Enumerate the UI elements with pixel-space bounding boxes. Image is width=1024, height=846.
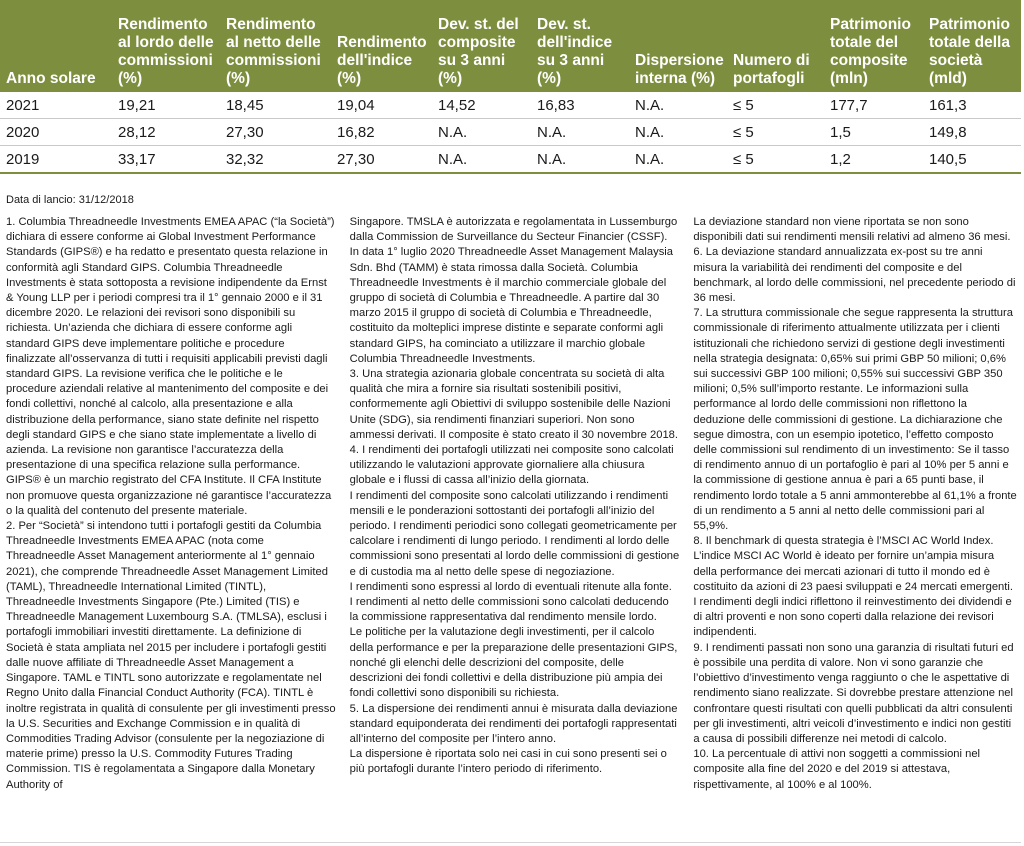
table-cell: 19,21 [112, 92, 220, 119]
header-rendimento-indice: Rendimento dell'indice (%) [331, 0, 432, 92]
table-cell: ≤ 5 [727, 146, 824, 174]
table-cell: 19,04 [331, 92, 432, 119]
table-cell: 18,45 [220, 92, 331, 119]
table-cell: 28,12 [112, 119, 220, 146]
note-paragraph: I rendimenti degli indici riflettono il reinvestimento dei dividendi e di altri proventi e non sono coperti dalla relazione dei revisori indipendenti. [693, 596, 1012, 639]
note-paragraph: 10. La percentuale di attivi non soggetti a commissioni nel composite alla fine del 2020 e del 2019 si attestava, rispettivamente, al 100% e al 100%. [693, 748, 981, 791]
table-cell: ≤ 5 [727, 92, 824, 119]
note-paragraph: 4. I rendimenti dei portafogli utilizzati nei composite sono calcolati utilizzando le valutazioni approvate giornaliere alla chiusura globale e i flussi di cassa all’inizio della giornata. [349, 444, 674, 487]
header-anno-solare: Anno solare [0, 0, 112, 92]
table-row [0, 119, 1021, 146]
table-cell: 2019 [0, 146, 112, 174]
table-cell: 16,82 [331, 119, 432, 146]
table-cell: 149,8 [923, 119, 1021, 146]
table-cell: N.A. [531, 146, 629, 174]
note-paragraph: La dispersione è riportata solo nei casi in cui sono presenti sei o più portafogli durante l’intero periodo di riferimento. [349, 748, 667, 776]
note-paragraph: Le politiche per la valutazione degli investimenti, per il calcolo della performance e per la preparazione delle presentazioni GIPS, nonché gli elenchi delle descrizioni del composite, delle descrizioni dei fondi collettivi e della distribuzione più ampia dei fondi collettivi sono disponibili su richiesta. [349, 626, 678, 700]
launch-date: Data di lancio: 31/12/2018 [6, 194, 134, 206]
note-paragraph: Singapore. TMSLA è autorizzata e regolamentata in Lussemburgo dalla Commission de Surveillance du Secteur Financier (CSSF). In data 1° luglio 2020 Threadneedle Asset Management Malaysia Sdn. Bhd (TAMM) è stata rimossa dalla Società. Columbia Threadneedle Investments è il marchio commerciale globale del gruppo di società di Columbia e Threadneedle. A partire dal 30 marzo 2015 il gruppo di società di Columbia e Threadneedle, costituito da molteplici imprese distinte e separate conformi agli standard GIPS, ha cominciato a utilizzare il marchio globale Columbia Threadneedle Investments. [349, 216, 678, 365]
table-cell: 140,5 [923, 146, 1021, 174]
page-bottom-divider [0, 842, 1021, 843]
table-cell: N.A. [629, 146, 727, 174]
note-paragraph: I rendimenti al netto delle commissioni sono calcolati deducendo la commissione rappresentativa dal rendimento mensile lordo. [349, 596, 669, 624]
performance-table [0, 0, 1021, 174]
table-cell: 2021 [0, 92, 112, 119]
table-cell: N.A. [432, 119, 531, 146]
table-header-row [0, 0, 1021, 92]
table-cell: N.A. [629, 92, 727, 119]
header-dispersione: Dispersione interna (%) [629, 0, 727, 92]
note-paragraph: I rendimenti del composite sono calcolati utilizzando i rendimenti mensili e le ponderazioni sottostanti dei portafogli all’inizio del periodo. I rendimenti periodici sono collegati geometricamente per calcolare i rendimenti di lungo periodo. I rendimenti al lordo delle commissioni sono presentati al lordo delle commissioni di gestione e di custodia ma al netto delle spese di negoziazione. [349, 489, 680, 578]
note-paragraph: 2. Per “Società” si intendono tutti i portafogli gestiti da Columbia Threadneedle Investments EMEA APAC (nota come Threadneedle Asset Management anteriormente al 1° gennaio 2021), che comprende Threadneedle Asset Management Limited (TAML), Threadneedle International Limited (TINTL), Threadneedle Investments Singapore (Pte.) Limited (TIS) e Threadneedle Management Luxembourg S.A. (TMLSA), esclusi i portafogli immobiliari investiti direttamente. La definizione di Società è stata ampliata nel 2015 per includere i portafogli gestiti dalle nuove affiliate di Threadneedle Asset Management a Singapore. TAML e TINTL sono autorizzate e regolamentate nel Regno Unito dalla Financial Conduct Authority (FCA). TINTL è inoltre registrata in qualità di consulente per gli investimenti presso la U.S. Securities and Exchange Commission e in qualità di Commodities Trading Advisor (consulente per la negoziazione di materie prime) presso la U.S. Commodity Futures Trading Commission. TIS è regolamentata a Singapore dalla Monetary Authority of [6, 520, 336, 791]
table-cell: 2020 [0, 119, 112, 146]
note-paragraph: 5. La dispersione dei rendimenti annui è misurata dalla deviazione standard equiponderata dei rendimenti dei portafogli rappresentati all’interno del composite per l’intero anno. [349, 702, 678, 745]
note-paragraph: GIPS® è un marchio registrato del CFA Institute. Il CFA Institute non promuove questa organizzazione né garantisce l’accuratezza o la qualità del contenuto del presente materiale. [6, 474, 332, 517]
header-dev-st-composite: Dev. st. del composite su 3 anni (%) [432, 0, 531, 92]
table-cell: 32,32 [220, 146, 331, 174]
table-row [0, 146, 1021, 174]
header-dev-st-indice: Dev. st. dell'indice su 3 anni (%) [531, 0, 629, 92]
notes-column-1 [6, 215, 336, 793]
table-cell: 177,7 [824, 92, 923, 119]
table-cell: 1,5 [824, 119, 923, 146]
header-patrimonio-composite: Patrimonio totale del composite (mln) [824, 0, 923, 92]
note-paragraph: I rendimenti sono espressi al lordo di eventuali ritenute alla fonte. [349, 580, 672, 593]
header-rendimento-netto: Rendimento al netto delle commissioni (%) [220, 0, 331, 92]
table-cell: 33,17 [112, 146, 220, 174]
table-cell: N.A. [531, 119, 629, 146]
table-cell: 161,3 [923, 92, 1021, 119]
note-paragraph: 8. Il benchmark di questa strategia è l’MSCI AC World Index. L’indice MSCI AC World è ideato per fornire un’ampia misura della performance dei mercati azionari di tutto il mondo ed è costituito da azioni di 23 paesi sviluppati e 24 mercati emergenti. [693, 535, 1013, 593]
header-numero-portafogli: Numero di portafogli [727, 0, 824, 92]
note-paragraph: 3. Una strategia azionaria globale concentrata su società di alta qualità che mira a fornire sia risultati sostenibili positivi, conformemente agli Obiettivi di sviluppo sostenibile delle Nazioni Unite (SDG), sia rendimenti finanziari superiori. Non sono ammessi derivati. Il composite è stato creato il 30 novembre 2018. [349, 368, 678, 441]
note-paragraph: La deviazione standard non viene riportata se non sono disponibili dati sui rendimenti mensili relativi ad almeno 36 mesi. [693, 216, 1011, 244]
table-cell: 27,30 [331, 146, 432, 174]
note-paragraph: 6. La deviazione standard annualizzata ex-post su tre anni misura la variabilità dei rendimenti del composite e del benchmark, al lordo delle commissioni, nel precedente periodo di 36 mesi. [693, 246, 1016, 305]
notes-column-2 [350, 215, 680, 793]
table-cell: N.A. [432, 146, 531, 174]
table-cell: 16,83 [531, 92, 629, 119]
note-paragraph: 1. Columbia Threadneedle Investments EMEA APAC (“la Società”) dichiara di essere conforme ai Global Investment Performance Standards (GIPS®) e ha redatto e presentato questa relazione in conformità agli Standard GIPS. Columbia Threadneedle Investments è stata sottoposta a revisione indipendente da Ernst & Young LLP per i periodi compresi tra il 1° gennaio 2000 e il 31 dicembre 2020. Le relazioni dei revisori sono disponibili su richiesta. Un’azienda che dichiara di essere conforme agli standard GIPS deve implementare politiche e procedure finalizzate all’osservanza di tutti i requisiti applicabili previsti dagli standard GIPS. La revisione verifica che le politiche e le procedure aziendali relative al mantenimento del composite e dei fondi collettivi, nonché al calcolo, alla presentazione e alla distribuzione della performance, siano state definite nel rispetto degli standard GIPS e che siano state implementate a livello di azienda. La revisione non garantisce l’accuratezza della presentazione di una specifica relazione sulla performance. [6, 216, 335, 472]
table-cell: 14,52 [432, 92, 531, 119]
table-cell: N.A. [629, 119, 727, 146]
table-cell: 1,2 [824, 146, 923, 174]
table-cell: 27,30 [220, 119, 331, 146]
notes-columns [6, 215, 1018, 793]
note-paragraph: 7. La struttura commissionale che segue rappresenta la struttura commissionale di riferimento attualmente utilizzata per i clienti istituzionali che richiedono servizi di gestione degli investimenti nella strategia designata: 0,65% sui primi GBP 50 milioni; 0,6% sui successivi GBP 100 milioni; 0,55% sui successivi GBP 350 milioni; 0,5% sull’importo restante. Le informazioni sulla performance al lordo delle commissioni non riflettono la deduzione delle commissioni di gestione. La dichiarazione che segue dimostra, con un esempio ipotetico, l’effetto composto delle commissioni sul rendimento di un investimento: Se il tasso di rendimento annuo di un portafoglio è pari al 10% per 5 anni e la commissione di gestione annua è pari a 65 punti base, il rendimento lordo totale a 5 anni ammonterebbe al 61,1% a fronte di un rendimento a 5 anni al netto delle commissioni pari al 55,9%. [693, 307, 1017, 533]
table-row [0, 92, 1021, 119]
note-paragraph: 9. I rendimenti passati non sono una garanzia di risultati futuri ed è possibile una perdita di valore. Non vi sono garanzie che l’obiettivo d’investimento venga raggiunto o che le aspettative di rendimento siano realizzate. Si dovrebbe prestare attenzione nel confrontare questi risultati con quelli pubblicati da altri consulenti per gli investimenti, altri veicoli d’investimento e indici non gestiti a causa di possibili differenze nei metodi di calcolo. [693, 641, 1014, 745]
notes-column-3 [693, 215, 1018, 793]
header-rendimento-lordo: Rendimento al lordo delle commissioni (%) [112, 0, 220, 92]
header-patrimonio-societa: Patrimonio totale della società (mld) [923, 0, 1021, 92]
table-cell: ≤ 5 [727, 119, 824, 146]
